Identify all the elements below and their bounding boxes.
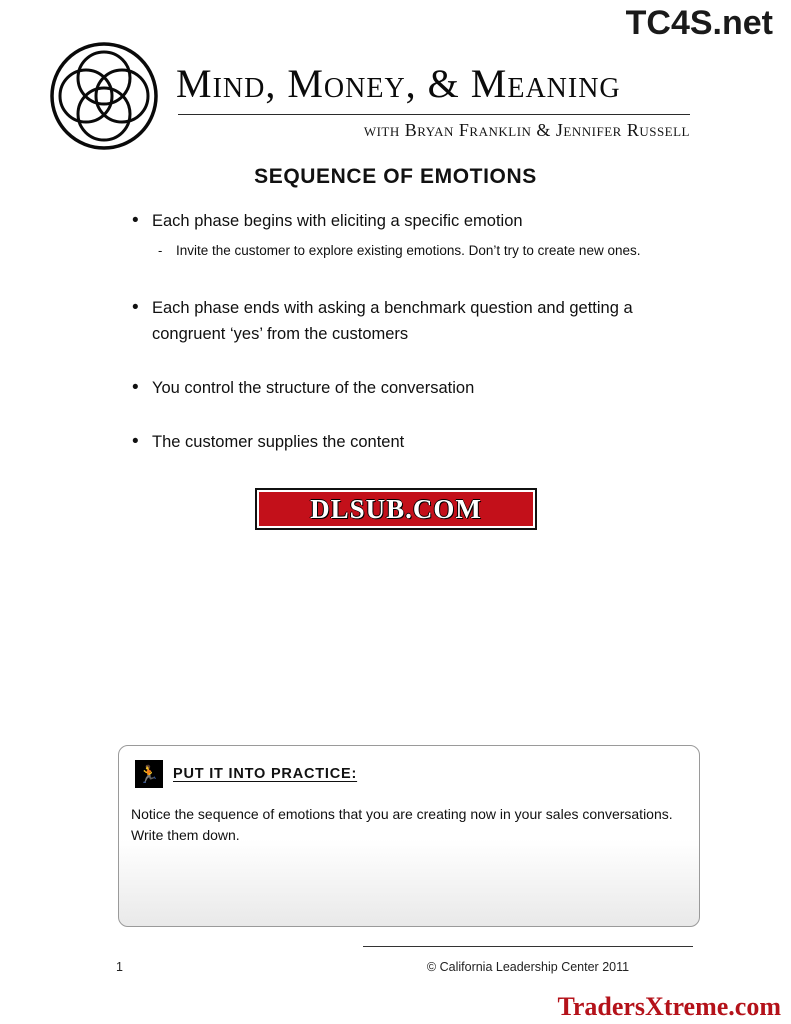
watermark-dlsub-text: DLSUB.COM	[310, 493, 482, 524]
list-item	[132, 375, 692, 401]
practice-body-text: Notice the sequence of emotions that you are creating now in your sales conversations. Write them down.	[131, 806, 673, 843]
brand-subtitle: with Bryan Franklin & Jennifer Russell	[363, 120, 690, 140]
bullet-marker: •	[132, 431, 139, 452]
put-it-into-practice-box	[118, 745, 700, 927]
brand-divider	[178, 114, 690, 115]
bullet-text: Each phase begins with eliciting a specific emotion	[152, 212, 523, 230]
bullet-text: Each phase ends with asking a benchmark question and getting a congruent ‘yes’ from the customers	[152, 299, 633, 343]
spacer	[132, 353, 692, 375]
sub-list-item	[158, 240, 692, 261]
watermark-tc4s: TC4S.net	[625, 4, 773, 42]
spacer	[132, 275, 692, 295]
page-title: SEQUENCE OF EMOTIONS	[254, 165, 537, 188]
practice-label: PUT IT INTO PRACTICE:	[173, 766, 358, 782]
running-person-icon: 🏃	[135, 760, 163, 788]
bullet-marker: •	[132, 297, 139, 318]
brand-title: Mind, Money, & Meaning	[176, 61, 621, 106]
bullet-marker: •	[132, 210, 139, 231]
copyright-text: © California Leadership Center 2011	[426, 960, 630, 974]
bullet-text: The customer supplies the content	[152, 433, 405, 451]
list-item	[132, 429, 692, 455]
page-number: 1	[116, 960, 123, 974]
document-header	[48, 38, 748, 148]
bullet-marker: •	[132, 377, 139, 398]
bullet-text: You control the structure of the conversation	[152, 379, 475, 397]
sub-bullet-marker: -	[158, 243, 163, 258]
bullet-list	[132, 208, 692, 461]
footer-divider	[363, 946, 693, 947]
watermark-tradersxtreme: TradersXtreme.com	[557, 992, 781, 1021]
practice-header	[135, 760, 357, 788]
watermark-dlsub	[255, 488, 537, 530]
list-item	[132, 295, 692, 347]
interlocking-circles-logo	[48, 40, 160, 152]
list-item	[132, 208, 692, 234]
sub-bullet-text: Invite the customer to explore existing emotions. Don’t try to create new ones.	[176, 243, 641, 258]
spacer	[132, 407, 692, 429]
